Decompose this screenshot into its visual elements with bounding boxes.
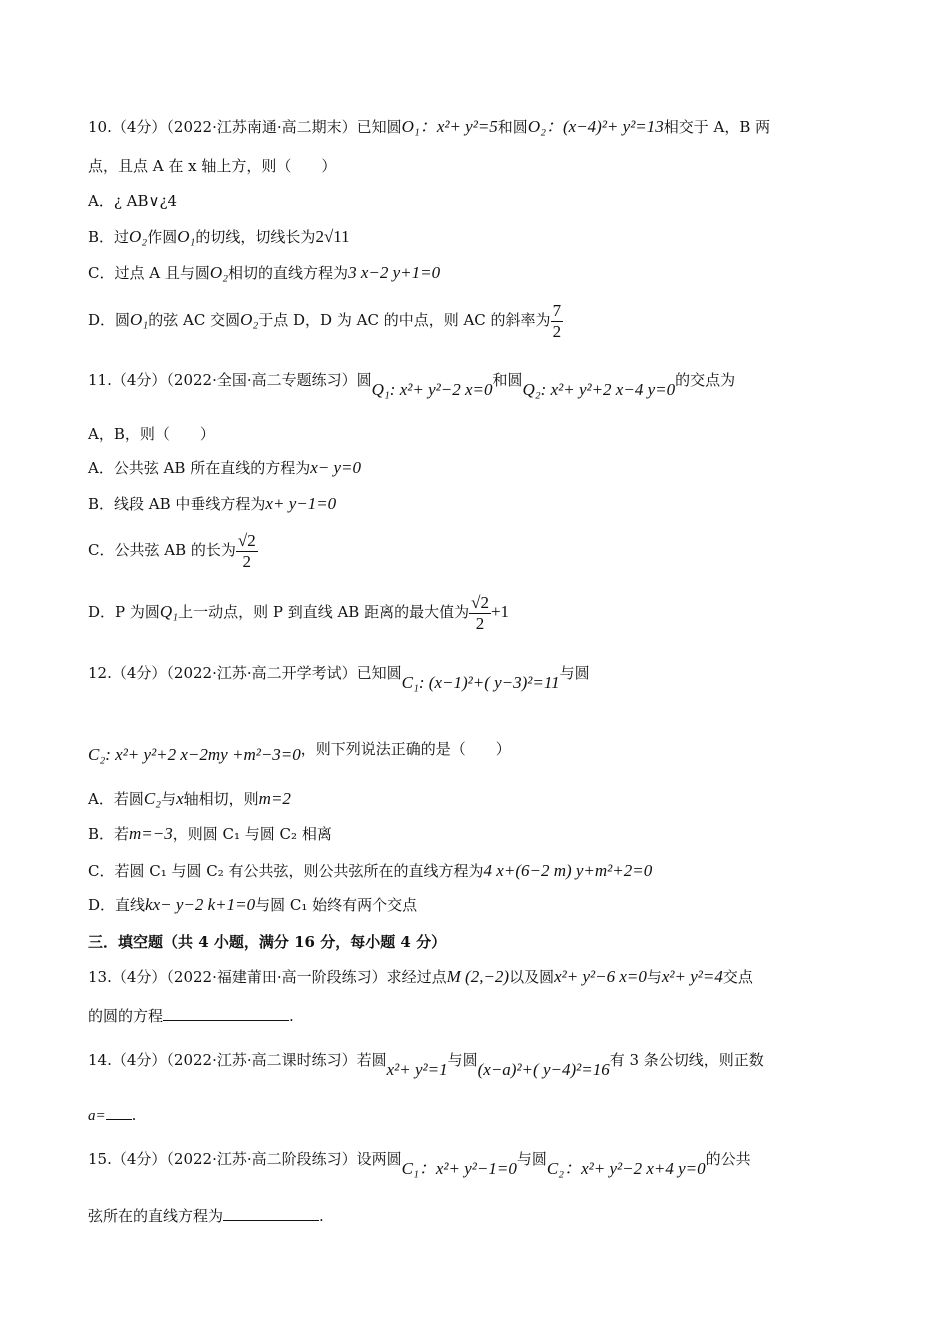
q13-line2-text: 的圆的方程 bbox=[88, 1007, 164, 1025]
q10-optb-mid: 作圆 bbox=[147, 228, 178, 246]
circle-c1-equation: C₁: (x−1)²+( y−3)²=11 bbox=[401, 673, 560, 692]
q11-optd-fraction bbox=[469, 593, 491, 634]
q12-optd-post: 与圆 C₁ 始终有两个交点 bbox=[255, 896, 418, 914]
q11-stem-text: 11.（4分）（2022·全国·高二专题练习）圆 bbox=[88, 371, 372, 389]
q12-optb-equation: m=−3 bbox=[129, 824, 173, 843]
q11-optd-post: +1 bbox=[490, 602, 510, 621]
q11-option-b bbox=[88, 493, 880, 515]
q11-stem-line1 bbox=[88, 362, 880, 398]
q10-optc-equation: 3 x−2 y+1=0 bbox=[348, 263, 441, 282]
q14-circle2-equation: (x−a)²+( y−4)²=16 bbox=[477, 1060, 610, 1079]
q12-stem-tail: ，则下列说法正确的是（ ） bbox=[300, 740, 511, 758]
q12-optb-pre: B．若 bbox=[88, 825, 130, 843]
q11-option-c bbox=[88, 528, 880, 572]
q12-opta-mid2: 轴相切，则 bbox=[183, 790, 259, 808]
fraction-denominator: 2 bbox=[242, 551, 252, 571]
circle-c2-equation: C₂: x²+ y²+2 x−2my +m²−3=0 bbox=[88, 745, 301, 764]
fraction-denominator: 2 bbox=[475, 613, 485, 633]
q10-optb-post: 的切线，切线长为 bbox=[195, 228, 316, 246]
q11-opta-equation: x− y=0 bbox=[310, 458, 362, 477]
q15-circle-c2-equation: C₂：x²+ y²−2 x+4 y=0 bbox=[546, 1159, 706, 1178]
q10-option-a: A．¿ AB∨¿4 bbox=[88, 192, 178, 210]
q10-and: 和圆 bbox=[497, 118, 528, 136]
q15-post: 的公共 bbox=[705, 1150, 751, 1168]
q13-period: . bbox=[289, 1007, 294, 1025]
q13-mid2: 与 bbox=[646, 968, 662, 986]
q13-circle2-equation: x²+ y²=4 bbox=[661, 967, 723, 986]
circle-q1-equation: Q₁: x²+ y²−2 x=0 bbox=[371, 380, 493, 399]
q14-stem-text: 14.（4分）（2022·江苏·高二课时练习）若圆 bbox=[88, 1051, 387, 1069]
circle-o2-label: O₂： bbox=[527, 117, 563, 136]
q12-option-b bbox=[88, 823, 880, 845]
q10-optb-o1: O₁ bbox=[177, 227, 196, 246]
q15-line2-text: 弦所在的直线方程为 bbox=[88, 1207, 224, 1225]
q11-and: 和圆 bbox=[492, 371, 523, 389]
q14-stem-line2 bbox=[88, 1103, 880, 1127]
q13-stem-line2 bbox=[88, 1004, 880, 1027]
q12-stem-mid: 与圆 bbox=[559, 664, 590, 682]
q11-stem-line2: A，B，则（ ） bbox=[88, 425, 215, 443]
q15-stem-line1 bbox=[88, 1141, 880, 1177]
circle-q2-equation: Q₂: x²+ y²+2 x−4 y=0 bbox=[522, 380, 676, 399]
q12-option-d bbox=[88, 894, 880, 916]
q13-post: 交点 bbox=[722, 968, 753, 986]
q13-circle1-equation: x²+ y²−6 x=0 bbox=[554, 967, 647, 986]
circle-o1-label: O₁： bbox=[401, 117, 437, 136]
q11-stem-tail: 的交点为 bbox=[675, 371, 736, 389]
q14-mid: 与圆 bbox=[447, 1051, 478, 1069]
q13-point-m: M (2,−2) bbox=[446, 967, 510, 986]
q10-optd-pre: D．圆 bbox=[88, 311, 131, 329]
q13-stem-line1 bbox=[88, 966, 880, 988]
q10-stem-tail: 相交于 A，B 两 bbox=[663, 118, 771, 136]
q10-stem-line1 bbox=[88, 116, 880, 138]
q12-optc-pre: C．若圆 C₁ 与圆 C₂ 有公共弦，则公共弦所在的直线方程为 bbox=[88, 862, 484, 880]
q12-stem-text: 12.（4分）（2022·江苏·高二开学考试）已知圆 bbox=[88, 664, 402, 682]
answer-blank[interactable] bbox=[223, 1204, 319, 1221]
q12-optd-equation: kx− y−2 k+1=0 bbox=[145, 895, 256, 914]
circle-o2-equation: (x−4)²+ y²=13 bbox=[563, 117, 664, 136]
q10-optc-o2: O₂ bbox=[209, 263, 229, 282]
q12-opta-mid: 与 bbox=[161, 790, 177, 808]
q10-optd-mid1: 的弦 AC 交圆 bbox=[148, 311, 241, 329]
q13-mid1: 以及圆 bbox=[509, 968, 555, 986]
q11-option-a bbox=[88, 457, 880, 479]
q11-optc-fraction bbox=[236, 531, 258, 572]
circle-o1-equation: x²+ y²=5 bbox=[436, 117, 498, 136]
fraction-denominator: 2 bbox=[552, 321, 562, 341]
q11-optc-pre: C．公共弦 AB 的长为 bbox=[88, 541, 236, 559]
q10-optd-fraction bbox=[551, 301, 564, 342]
q10-stem-line2: 点，且点 A 在 x 轴上方，则（ ） bbox=[88, 157, 337, 175]
q10-optd-mid2: 于点 D，D 为 AC 的中点，则 AC 的斜率为 bbox=[258, 311, 551, 329]
q12-opta-equation: m=2 bbox=[258, 789, 291, 808]
q10-optb-pre: B．过 bbox=[88, 228, 130, 246]
q12-opta-pre: A．若圆 bbox=[88, 790, 144, 808]
q14-stem-line1 bbox=[88, 1042, 880, 1078]
q15-mid: 与圆 bbox=[516, 1150, 547, 1168]
q11-optd-q1: Q₁ bbox=[159, 602, 179, 621]
q10-stem-text: 10.（4分）（2022·江苏南通·高二期末）已知圆 bbox=[88, 118, 402, 136]
q11-option-d bbox=[88, 590, 880, 634]
q11-optd-mid: 上一动点，则 P 到直线 AB 距离的最大值为 bbox=[178, 603, 470, 621]
q15-stem-line2 bbox=[88, 1204, 880, 1227]
q11-optb-pre: B．线段 AB 中垂线方程为 bbox=[88, 495, 266, 513]
fraction-numerator: √2 bbox=[471, 592, 489, 612]
fraction-numerator: 7 bbox=[552, 300, 562, 320]
q11-opta-pre: A．公共弦 AB 所在直线的方程为 bbox=[88, 459, 311, 477]
q12-opta-c2: C₂ bbox=[143, 789, 162, 808]
q10-option-c bbox=[88, 262, 880, 284]
q14-a-label: a= bbox=[88, 1108, 106, 1124]
q12-option-c bbox=[88, 860, 880, 882]
answer-blank[interactable] bbox=[106, 1103, 132, 1120]
q10-optd-o2: O₂ bbox=[240, 310, 259, 329]
q12-optb-post: ，则圆 C₁ 与圆 C₂ 相离 bbox=[172, 825, 332, 843]
q12-opta-x: x bbox=[176, 789, 184, 808]
q10-optc-pre: C．过点 A 且与圆 bbox=[88, 264, 210, 282]
q12-optc-equation: 4 x+(6−2 m) y+m²+2=0 bbox=[483, 861, 653, 880]
q14-period: . bbox=[131, 1106, 137, 1124]
q11-optd-pre: D．P 为圆 bbox=[88, 603, 160, 621]
fraction-numerator: √2 bbox=[237, 530, 256, 550]
q10-optb-o2: O₂ bbox=[129, 227, 148, 246]
q10-option-b bbox=[88, 226, 880, 248]
q12-option-a bbox=[88, 788, 880, 810]
q14-circle1-equation: x²+ y²=1 bbox=[386, 1060, 448, 1079]
q12-stem-line1 bbox=[88, 655, 880, 691]
q12-stem-line2 bbox=[88, 733, 880, 765]
q10-option-d bbox=[88, 300, 880, 342]
q14-post: 有 3 条公切线，则正数 bbox=[609, 1051, 764, 1069]
q15-stem-text: 15.（4分）（2022·江苏·高二阶段练习）设两圆 bbox=[88, 1150, 402, 1168]
q10-optd-o1: O₁ bbox=[130, 310, 149, 329]
q12-optd-pre: D．直线 bbox=[88, 896, 146, 914]
q11-optb-equation: x+ y−1=0 bbox=[265, 494, 337, 513]
section-heading: 三．填空题（共 4 小题，满分 16 分，每小题 4 分） bbox=[88, 933, 447, 951]
q10-optc-mid: 相切的直线方程为 bbox=[228, 264, 349, 282]
q15-period: . bbox=[319, 1207, 324, 1225]
q13-stem-text: 13.（4分）（2022·福建莆田·高一阶段练习）求经过点 bbox=[88, 968, 447, 986]
q15-circle-c1-equation: C₁：x²+ y²−1=0 bbox=[401, 1159, 517, 1178]
answer-blank[interactable] bbox=[163, 1004, 289, 1021]
q10-optb-value: 2√11 bbox=[315, 227, 350, 246]
